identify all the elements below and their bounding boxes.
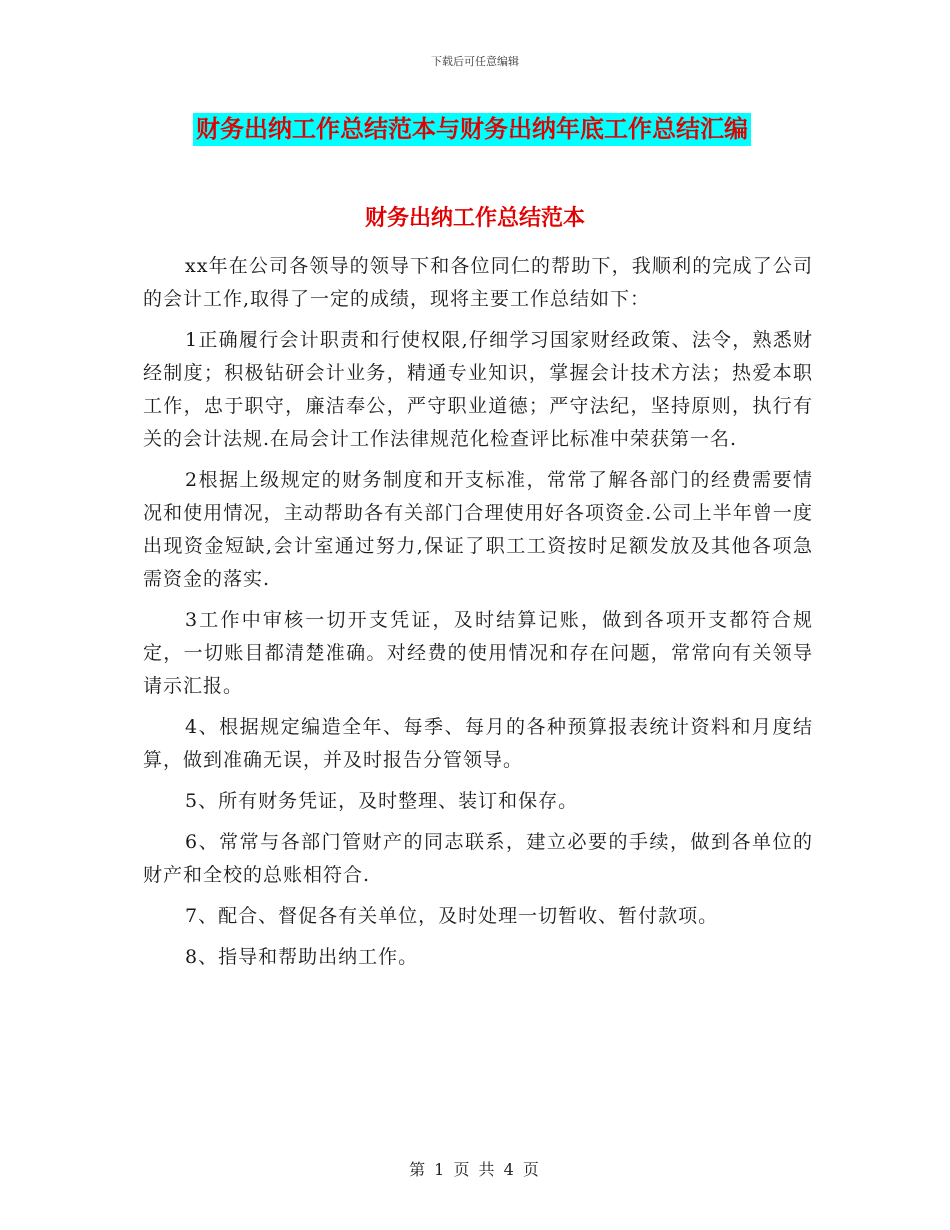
paragraph-item-1: 1正确履行会计职责和行使权限,仔细学习国家财经政策、法令，熟悉财经制度；积极钻研会计业务，精通专业知识，掌握会计技术方法；热爱本职工作，忠于职守，廉洁奉公，严守职业道德；严守法纪，坚持原则，执行有关的会计法规.在局会计工作法律规范化检查评比标准中荣获第一名. xyxy=(143,329,813,450)
document-body xyxy=(143,250,813,982)
page-footer: 第 1 页 共 4 页 xyxy=(409,1160,541,1179)
paragraph-item-7: 7、配合、督促各有关单位，及时处理一切暂收、暂付款项。 xyxy=(185,905,719,927)
paragraph-item-2: 2根据上级规定的财务制度和开支标准，常常了解各部门的经费需要情况和使用情况，主动帮助各有关部门合理使用好各项资金.公司上半年曾一度出现资金短缺,会计室通过努力,保证了职工工资按时足额发放及其他各项急需资金的落实. xyxy=(143,469,813,590)
paragraph-item-4: 4、根据规定编造全年、每季、每月的各种预算报表统计资料和月度结算，做到准确无误，并及时报告分管领导。 xyxy=(143,716,813,771)
document-title: 财务出纳工作总结范本与财务出纳年底工作总结汇编 xyxy=(193,113,751,146)
paragraph-item-6: 6、常常与各部门管财产的同志联系，建立必要的手续，做到各单位的财产和全校的总账相符合. xyxy=(143,831,813,886)
paragraph-item-5: 5、所有财务凭证，及时整理、装订和保存。 xyxy=(185,790,579,812)
header-note: 下载后可任意编辑 xyxy=(431,55,519,68)
paragraph-intro: xx年在公司各领导的领导下和各位同仁的帮助下，我顺利的完成了公司的会计工作,取得了一定的成绩，现将主要工作总结如下： xyxy=(143,255,813,310)
section-title: 财务出纳工作总结范本 xyxy=(364,206,585,231)
paragraph-item-8: 8、指导和帮助出纳工作。 xyxy=(185,946,419,968)
paragraph-item-3: 3工作中审核一切开支凭证，及时结算记账，做到各项开支都符合规定，一切账目都清楚准确。对经费的使用情况和存在问题，常常向有关领导请示汇报。 xyxy=(143,609,813,697)
